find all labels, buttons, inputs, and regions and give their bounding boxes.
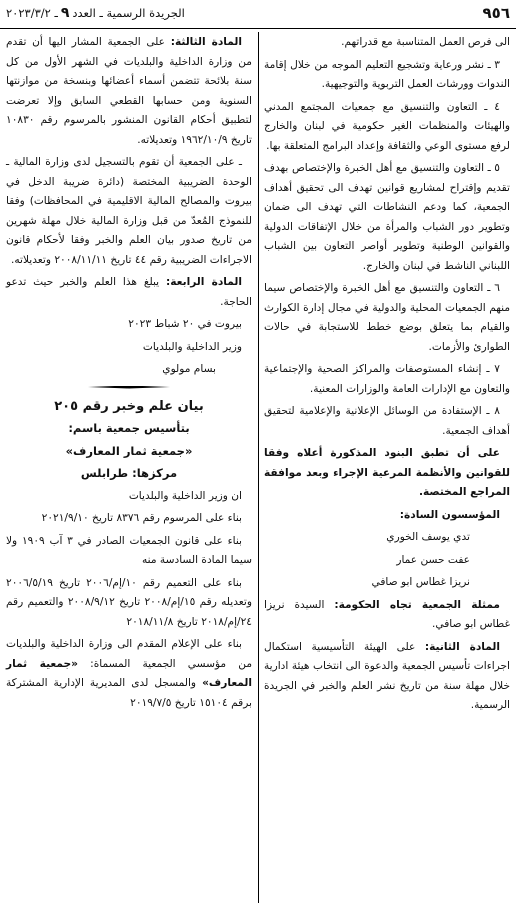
notice-title: بيان علم وخبر رقم ٢٠٥	[54, 398, 204, 414]
notice-subtitle: بتأسيس جمعية باسم:	[68, 421, 190, 435]
basis-4-text-a: بناء على الإعلام المقدم الى وزارة الداخلية والبلديات من مؤسسي الجمعية المسماة:	[6, 638, 252, 670]
article-3-label: المادة الثالثة:	[170, 36, 242, 48]
basis-3: بناء على التعميم رقم ١٠/إم/٢٠٠٦ تاريخ ٢٠٠٦/٥/١٩ وتعديله رقم ١٥/إم/٢٠٠٨ تاريخ ٢٠٠٨/٩/١٢ والتعميم رقم ٢٤/إم/٢٠١٨ تاريخ ٢٠١٨/١١/٨	[6, 576, 252, 628]
item-6: ٦ ـ التعاون والتنسيق مع أهل الخبرة والإختصاص سيما منهم الجمعيات المحلية والدولية في مجال إدارة الكوارث والقيام بما يتعلق بوضع خطط للاستجابة في حالات الطوارئ والأزمات.	[264, 282, 510, 353]
item-5: ٥ ـ التعاون والتنسيق مع أهل الخبرة والإختصاص بهدف تقديم وإقتراح لمشاريع قوانين تهدف الى تحقيق أهداف الجمعية، كما ودعم النشاطات التي تهدف الى ضمان وتطوير دور الشباب والمرأة من خلال الإتفاقات الدولية والقوانين الوطنية وتطوير أواصر التعاون بين الشباب اللبناني الناشط في لبنان والخارج.	[264, 162, 510, 272]
association-name: «جمعية ثمار المعارف»	[65, 443, 193, 458]
article-3-text: على الجمعية المشار اليها أن تقدم من وزارة الداخلية والبلديات في الشهر الأول من كل سنة بلائحة تتضمن أسماء أعضائها وبنسخة من موازنتها السنوية ومن حسابها القطعي السابق وإلا تعرضت لتطبيق أحكام القانون المنشور بالمرسوم رقم ١٠٨٣٠ تاريخ ١٩٦٢/١٠/٩ وتعديلاته.	[6, 36, 252, 146]
issue-date: ـ ٢٠٢٣/٣/٢	[6, 6, 58, 20]
founder-name: نريزا غطاس ابو صافي	[371, 576, 470, 588]
paragraph-continuation: الى فرص العمل المتناسبة مع قدراتهم.	[341, 36, 510, 48]
left-column	[6, 33, 252, 913]
article-3	[6, 33, 252, 150]
minister-line: ان وزير الداخلية والبلديات	[128, 489, 242, 502]
column-divider	[258, 32, 259, 903]
headquarters: مركزها: طرابلس	[80, 466, 178, 480]
tax-registration: ـ على الجمعية أن تقوم بالتسجيل لدى وزارة المالية ـ الوحدة الضريبية المختصة (دائرة ضريبة الدخل في بيروت والمصالح المالية الاقليمية في المحافظات) وفقا للنموذج المُعدّ من قبل وزارة المالية خلال مهلة شهرين من تاريخ صدور بيان العلم والخبر وفقا لأحكام قانون الاجراءات الضريبية رقم ٤٤ تاريخ ٢٠٠٨/١١/١١ وتعديلاته.	[6, 156, 252, 266]
page-header	[0, 0, 516, 29]
conditions-clause: على أن تطبق البنود المذكورة أعلاه وفقا للقوانين والأنظمة المرعية الإجراء وبعد موافقة المراجع المختصة.	[264, 447, 510, 498]
gazette-name: الجريدة الرسمية ـ العدد	[72, 6, 185, 20]
basis-4-association-name: «جمعية ثمار المعارف»	[6, 657, 253, 689]
basis-1: بناء على المرسوم رقم ٨٣٧٦ تاريخ ٢٠٢١/٩/١٠	[41, 512, 242, 524]
article-2	[264, 638, 510, 716]
founders-label: المؤسسون السادة:	[399, 508, 500, 521]
signature-date: بيروت في ٢٠ شباط ٢٠٢٣	[128, 318, 242, 330]
right-column	[264, 33, 510, 913]
section-divider	[6, 386, 252, 389]
signature-name: بسام مولوي	[162, 363, 216, 375]
article-2-label: المادة الثانية:	[424, 640, 500, 653]
article-4	[6, 273, 252, 312]
rep-text: السيدة نريزا غطاس ابو صافي.	[264, 598, 510, 630]
government-representative	[264, 596, 510, 635]
founder-name: عفت حسن عمار	[396, 553, 470, 566]
issue-number: ٩	[60, 5, 70, 21]
item-7: ٧ ـ إنشاء المستوصفات والمراكز الصحية والإجتماعية والتعاون مع الإدارات العامة والوزارات المعنية.	[264, 363, 510, 395]
basis-4	[6, 635, 252, 713]
item-8: ٨ ـ الإستفادة من الوسائل الإعلانية والإعلامية لتحقيق أهداف الجمعية.	[264, 405, 510, 437]
page-number: ٩٥٦	[482, 4, 510, 22]
rep-label: ممثلة الجمعية تجاه الحكومة:	[334, 598, 500, 611]
founder-name: تدي يوسف الخوري	[386, 531, 470, 543]
signature-title: وزير الداخلية والبلديات	[142, 340, 242, 353]
article-4-text: يبلغ هذا العلم والخبر حيث تدعو الحاجة.	[6, 276, 252, 308]
article-4-label: المادة الرابعة:	[165, 276, 242, 288]
item-3: ٣ ـ نشر ورعاية وتشجيع التعليم الموجه من خلال إقامة الندوات وورشات العمل التربوية والتوجيهية.	[264, 58, 510, 90]
basis-4-text-b: والمسجل لدى المديرية الإدارية المشتركة برقم ١٥١٠٤ تاريخ ٢٠١٩/٧/٥	[6, 677, 252, 709]
article-2-text: على الهيئة التأسيسية استكمال اجراءات تأسيس الجمعية والدعوة الى انتخاب هيئة ادارية خلال مهلة سنة من تاريخ نشر العلم والخبر في الجريدة الرسمية.	[264, 640, 510, 711]
header-title	[6, 5, 185, 21]
item-4: ٤ ـ التعاون والتنسيق مع جمعيات المجتمع المدني والهيئات والمنظمات الغير حكومية في لبنان والخارج لرفع مستوى الوعي والثقافة وإعداد البرامج المتعلقة بها.	[264, 100, 510, 152]
basis-2: بناء على قانون الجمعيات الصادر في ٣ آب ١٩٠٩ ولا سيما المادة السادسة منه	[6, 534, 252, 566]
